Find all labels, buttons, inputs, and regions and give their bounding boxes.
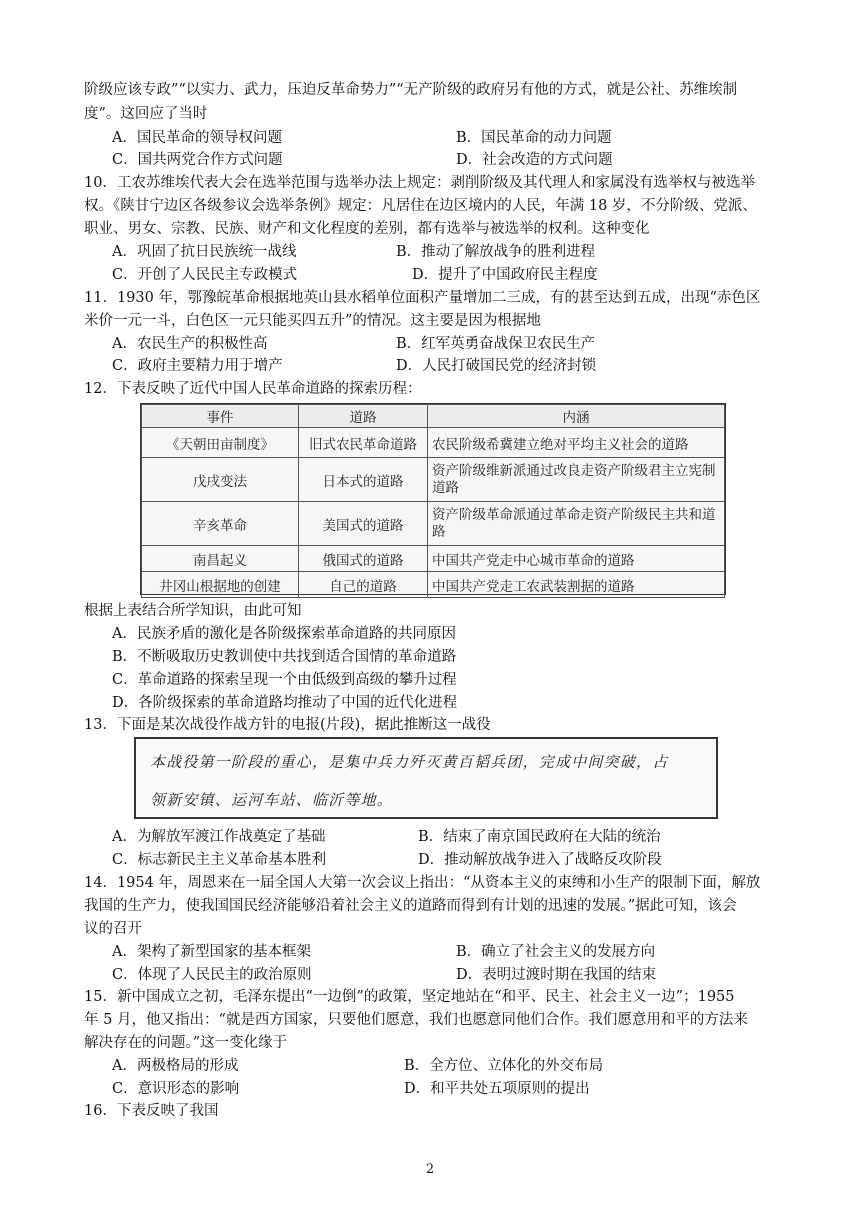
table-cell: 资产阶级革命派通过革命走资产阶级民主共和道路	[428, 502, 725, 546]
table-cell: 《天朝田亩制度》	[142, 428, 299, 458]
q16-stem: 16．下表反映了我国	[84, 1103, 219, 1119]
q11-option-a: A．农民生产的积极性高	[112, 336, 268, 352]
q13-stem: 13．下面是某次战役作战方针的电报(片段)，据此推断这一战役	[84, 717, 491, 733]
q9-option-a: A．国民革命的领导权问题	[112, 130, 282, 146]
table-row	[142, 502, 725, 546]
q15-stem-line1: 15．新中国成立之初，毛泽东提出“一边倒”的政策，坚定地站在“和平、民主、社会主义一边”；1955	[84, 989, 735, 1005]
telegram-excerpt-box	[134, 737, 718, 819]
table-header-row	[142, 405, 725, 428]
q12-option-c: C．革命道路的探索呈现一个由低级到高级的攀升过程	[112, 672, 457, 688]
table-cell: 俄国式的道路	[299, 546, 428, 572]
table-cell: 日本式的道路	[299, 458, 428, 502]
q12-option-a: A．民族矛盾的激化是各阶级探索革命道路的共同原因	[112, 626, 456, 642]
table-cell: 旧式农民革命道路	[299, 428, 428, 458]
table-cell: 中国共产党走中心城市革命的道路	[428, 546, 725, 572]
table-row	[142, 428, 725, 458]
q14-option-c: C．体现了人民民主的政治原则	[112, 967, 312, 983]
table-header: 内涵	[428, 405, 725, 428]
telegram-line2: 领新安镇、运河车站、临沂等地。	[150, 791, 394, 809]
table-cell: 资产阶级维新派通过改良走资产阶级君主立宪制道路	[428, 458, 725, 502]
table-cell: 自己的道路	[299, 572, 428, 598]
table-cell: 农民阶级希冀建立绝对平均主义社会的道路	[428, 428, 725, 458]
table-cell: 辛亥革命	[142, 502, 299, 546]
q10-option-b: B．推动了解放战争的胜利进程	[396, 244, 596, 260]
q10-stem-line2: 权。《陕甘宁边区各级参议会选举条例》规定：凡居住在边区境内的人民，年满 18 岁，不分阶级、党派、	[84, 198, 757, 214]
q12-after-table: 根据上表结合所学知识，由此可知	[84, 603, 302, 619]
table-row	[142, 546, 725, 572]
page-number: 2	[425, 1162, 435, 1177]
q9-stem-line1: 阶级应该专政”“以实力、武力，压迫反革命势力”“无产阶级的政府另有他的方式，就是公社、苏维埃制	[84, 82, 738, 98]
q11-stem-line2: 米价一元一斗，白色区一元只能买四五升”的情况。这主要是因为根据地	[84, 313, 541, 329]
q13-option-a: A．为解放军渡江作战奠定了基础	[112, 829, 326, 845]
q13-option-c: C．标志新民主主义革命基本胜利	[112, 852, 327, 868]
q14-option-b: B．确立了社会主义的发展方向	[456, 944, 656, 960]
table-header: 道路	[299, 405, 428, 428]
q15-stem-line2: 年 5 月，他又指出：“就是西方国家，只要他们愿意，我们也愿意同他们合作。我们愿意用和平的方法来	[84, 1012, 748, 1028]
q9-stem-line2: 度”。这回应了当时	[84, 106, 208, 122]
q13-option-b: B．结束了南京国民政府在大陆的统治	[418, 829, 661, 845]
q14-option-d: D．表明过渡时期在我国的结束	[456, 967, 657, 983]
q12-option-d: D．各阶级探索的革命道路均推动了中国的近代化进程	[112, 695, 458, 711]
table-cell: 井冈山根据地的创建	[142, 572, 299, 598]
q15-option-b: B．全方位、立体化的外交布局	[404, 1058, 604, 1074]
q15-option-c: C．意识形态的影响	[112, 1081, 240, 1097]
table-cell: 南昌起义	[142, 546, 299, 572]
q10-stem-line3: 职业、男女、宗教、民族、财产和文化程度的差别，都有选举与被选举的权利。这种变化	[84, 221, 650, 237]
table-cell: 中国共产党走工农武装割据的道路	[428, 572, 725, 598]
q14-stem-line3: 议的召开	[84, 921, 142, 937]
q11-option-d: D．人民打破国民党的经济封锁	[396, 358, 597, 374]
q14-stem-line1: 14．1954 年，周恩来在一届全国人大第一次会议上指出：“从资本主义的束缚和小生产的限制下面，解放	[84, 875, 761, 891]
q10-option-d: D．提升了中国政府民主程度	[412, 267, 598, 283]
table-header: 事件	[142, 405, 299, 428]
q9-option-c: C．国共两党合作方式问题	[112, 152, 283, 168]
q15-stem-line3: 解决存在的问题。”这一变化缘于	[84, 1035, 288, 1051]
q12-option-b: B．不断吸取历史教训使中共找到适合国情的革命道路	[112, 649, 457, 665]
table-cell: 美国式的道路	[299, 502, 428, 546]
q11-option-b: B．红军英勇奋战保卫农民生产	[396, 336, 596, 352]
revolution-path-table	[140, 403, 726, 595]
q13-option-d: D．推动解放战争进入了战略反攻阶段	[418, 852, 662, 868]
q10-option-a: A．巩固了抗日民族统一战线	[112, 244, 297, 260]
q15-option-d: D．和平共处五项原则的提出	[404, 1081, 590, 1097]
q14-stem-line2: 我国的生产力，使我国国民经济能够沿着社会主义的道路而得到有计划的迅速的发展。”据此可知，该会	[84, 898, 737, 914]
q12-stem: 12．下表反映了近代中国人民革命道路的探索历程：	[84, 381, 422, 397]
q9-option-b: B．国民革命的动力问题	[456, 130, 612, 146]
table-row	[142, 572, 725, 598]
q11-stem-line1: 11．1930 年，鄂豫皖革命根据地英山县水稻单位面积产量增加二三成，有的甚至达到五成，出现“赤色区	[84, 290, 761, 306]
table-row	[142, 458, 725, 502]
q11-option-c: C．政府主要精力用于增产	[112, 358, 283, 374]
table-cell: 戊戌变法	[142, 458, 299, 502]
q10-stem-line1: 10．工农苏维埃代表大会在选举范围与选举办法上规定：剥削阶级及其代理人和家属没有选举权与被选举	[84, 175, 755, 191]
telegram-line1: 本战役第一阶段的重心，是集中兵力歼灭黄百韬兵团，完成中间突破，占	[150, 753, 669, 771]
q10-option-c: C．开创了人民民主专政模式	[112, 267, 298, 283]
q14-option-a: A．架构了新型国家的基本框架	[112, 944, 311, 960]
q15-option-a: A．两极格局的形成	[112, 1058, 239, 1074]
q9-option-d: D．社会改造的方式问题	[456, 152, 613, 168]
